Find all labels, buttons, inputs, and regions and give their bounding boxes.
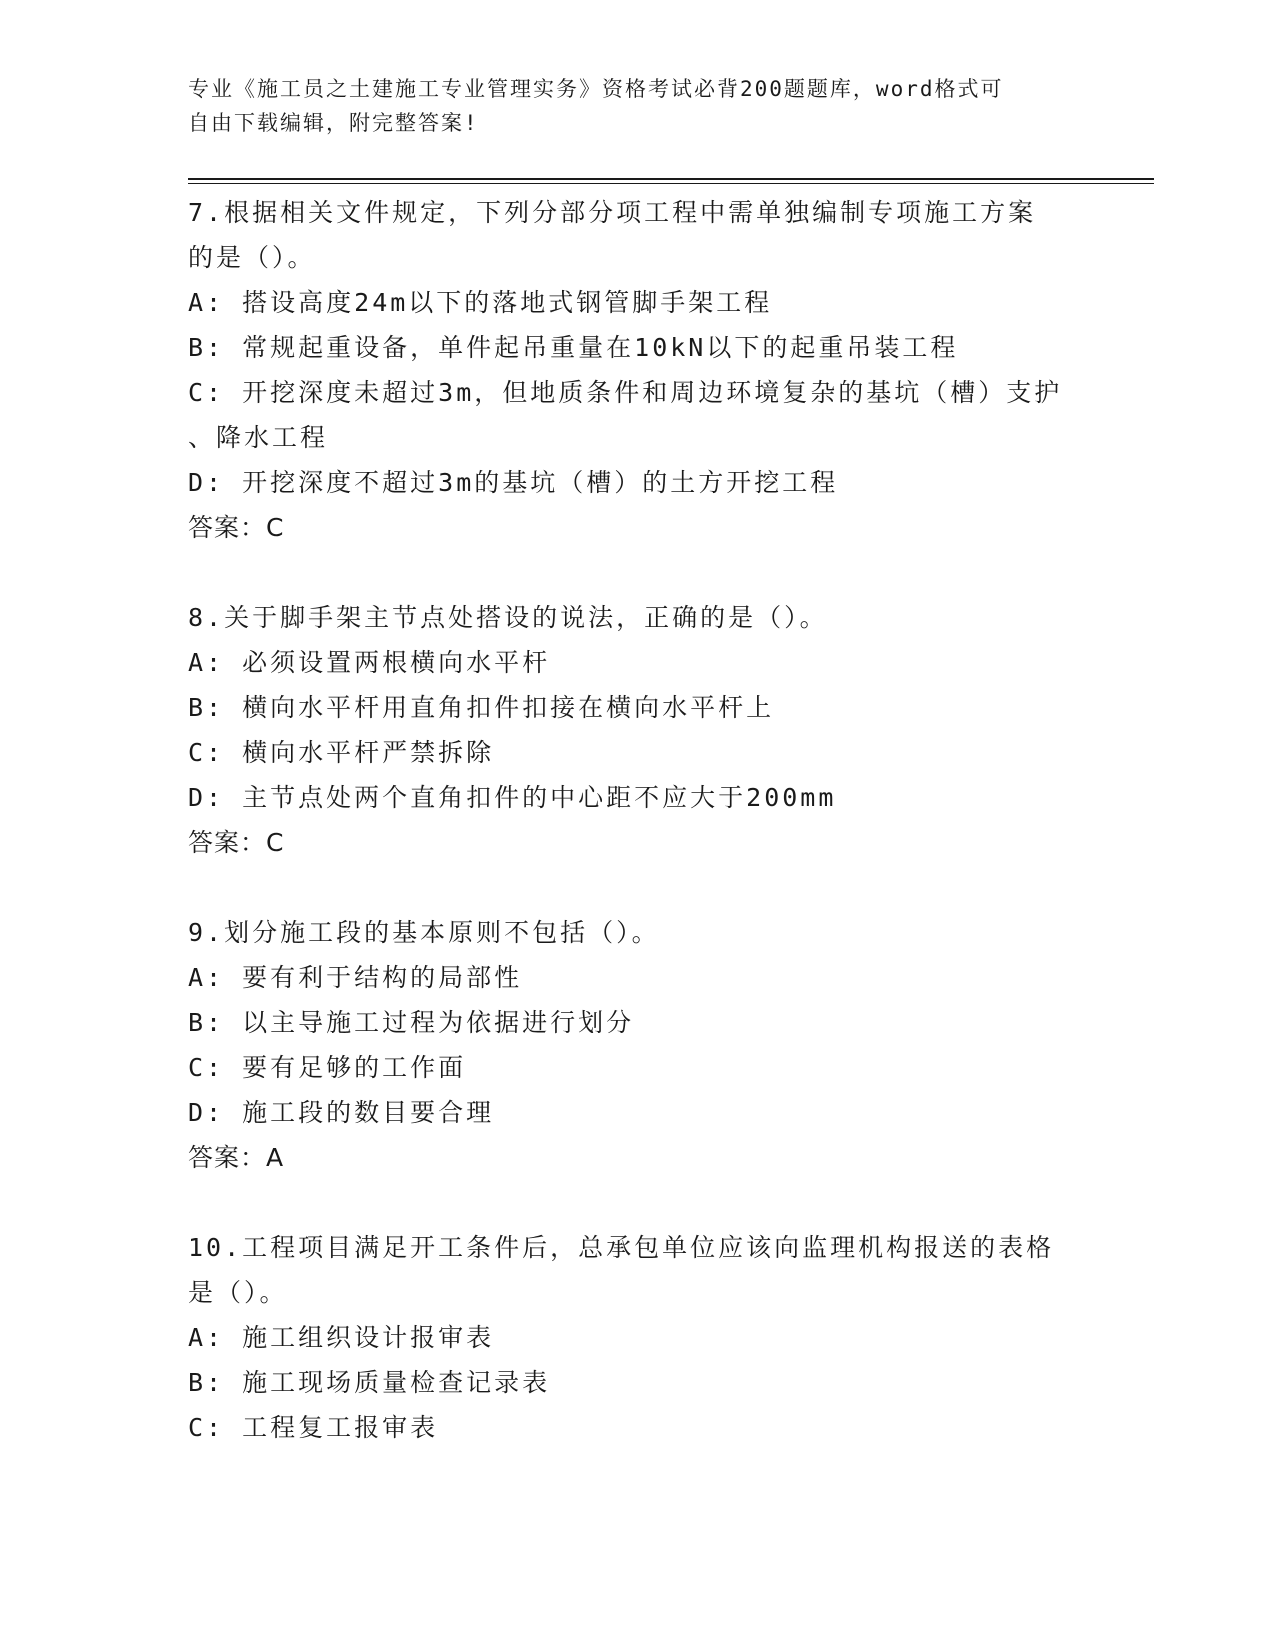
header-divider-thin [188, 183, 1154, 184]
question-stem: 8.关于脚手架主节点处搭设的说法，正确的是（）。 [188, 603, 828, 632]
question-9 [188, 910, 1088, 1180]
option-a: A: 施工组织设计报审表 [188, 1323, 495, 1352]
question-stem-continued: 的是（）。 [188, 243, 316, 272]
option-a: A: 搭设高度24m以下的落地式钢管脚手架工程 [188, 288, 773, 317]
question-7 [188, 190, 1088, 550]
question-stem-continued: 是（）。 [188, 1278, 288, 1307]
answer: 答案：C [188, 513, 285, 542]
question-stem: 9.划分施工段的基本原则不包括（）。 [188, 918, 660, 947]
header-line-2: 自由下载编辑，附完整答案! [188, 111, 479, 135]
option-c: C: 工程复工报审表 [188, 1413, 439, 1442]
option-b: B: 横向水平杆用直角扣件扣接在横向水平杆上 [188, 693, 775, 722]
option-a: A: 要有利于结构的局部性 [188, 963, 523, 992]
header-divider-thick [188, 178, 1154, 180]
answer: 答案：C [188, 828, 285, 857]
option-a: A: 必须设置两根横向水平杆 [188, 648, 551, 677]
header-line-1: 专业《施工员之土建施工专业管理实务》资格考试必背200题题库，word格式可 [188, 77, 1004, 101]
question-stem: 10.工程项目满足开工条件后，总承包单位应该向监理机构报送的表格 [188, 1233, 1055, 1262]
option-b: B: 以主导施工过程为依据进行划分 [188, 1008, 635, 1037]
option-b: B: 施工现场质量检查记录表 [188, 1368, 551, 1397]
document-header [188, 72, 1088, 140]
option-d: D: 主节点处两个直角扣件的中心距不应大于200mm [188, 783, 837, 812]
option-c: C: 要有足够的工作面 [188, 1053, 467, 1082]
answer: 答案：A [188, 1143, 285, 1172]
option-b: B: 常规起重设备，单件起吊重量在10kN以下的起重吊装工程 [188, 333, 959, 362]
question-8 [188, 595, 1088, 865]
option-c: C: 横向水平杆严禁拆除 [188, 738, 495, 767]
option-d: D: 施工段的数目要合理 [188, 1098, 495, 1127]
question-stem: 7.根据相关文件规定，下列分部分项工程中需单独编制专项施工方案 [188, 198, 1037, 227]
question-10 [188, 1225, 1088, 1450]
option-d: D: 开挖深度不超过3m的基坑（槽）的土方开挖工程 [188, 468, 839, 497]
option-c-continued: 、降水工程 [188, 423, 329, 452]
question-list [188, 190, 1088, 1495]
option-c: C: 开挖深度未超过3m，但地质条件和周边环境复杂的基坑（槽）支护 [188, 378, 1063, 407]
